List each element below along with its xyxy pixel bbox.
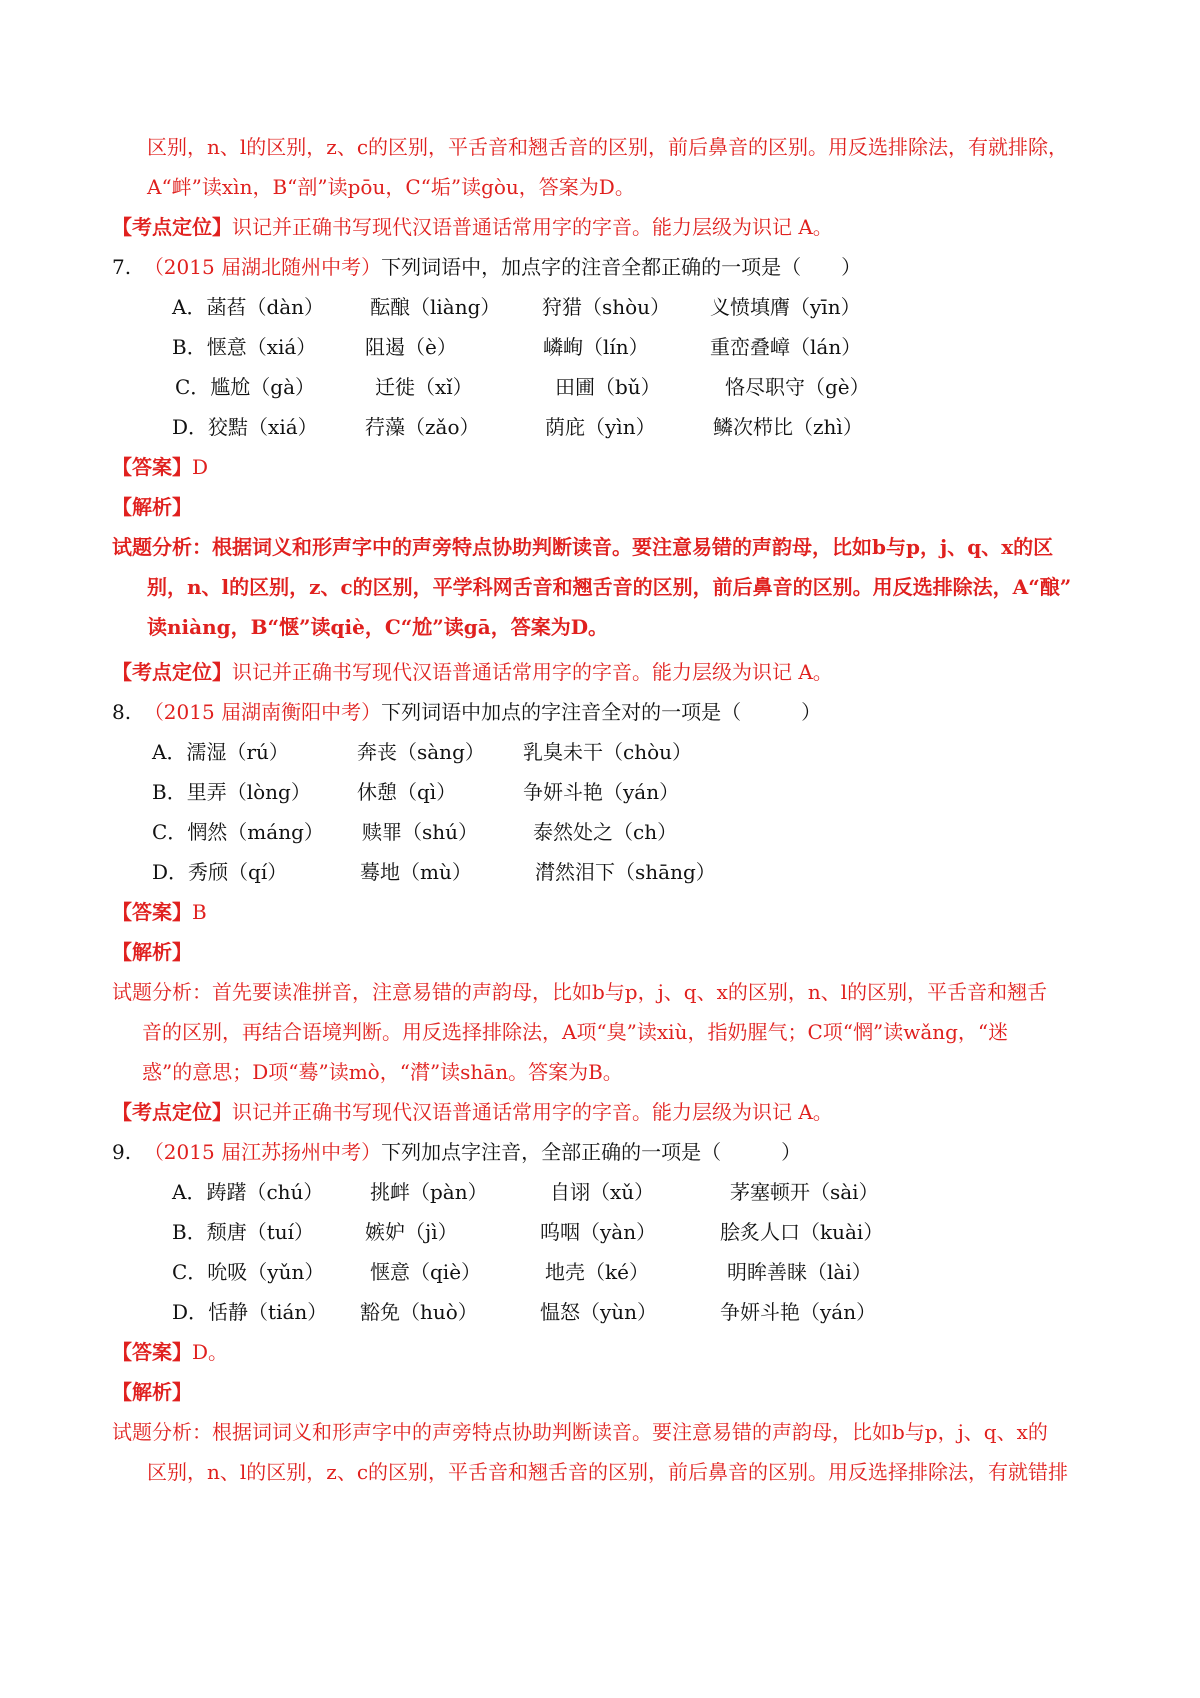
question-number: 9. <box>112 1140 132 1164</box>
option-b-word4: 重峦叠嶂（lán） <box>710 335 862 359</box>
analysis-text: 读niàng，B“惬”读qiè，C“尬”读gā，答案为D。 <box>147 615 609 639</box>
analysis-text: 区别，n、l的区别，z、c的区别，平舌音和翘舌音的区别，前后鼻音的区别。用反选排除法，有就排除， <box>147 135 1069 159</box>
option-d: D．狡黠（xiá） <box>172 415 318 439</box>
answer-line <box>112 455 208 479</box>
question-source: （2015 届湖南衡阳中考） <box>143 700 382 724</box>
analysis-text: 试题分析：根据词义和形声字中的声旁特点协助判断读音。要注意易错的声韵母，比如b与p，j、q、x的区 <box>112 535 1054 559</box>
option-b: B．惬意（xiá） <box>172 335 317 359</box>
analysis-tag: 【解析】 <box>112 940 192 964</box>
option-c-word3: 地壳（ké） <box>545 1260 649 1284</box>
option-d-word2: 蓦地（mù） <box>360 860 472 884</box>
option-d-word3: 潸然泪下（shāng） <box>535 860 716 884</box>
analysis-text: A“衅”读xìn，B“剖”读pōu，C“垢”读gòu，答案为D。 <box>147 175 635 199</box>
answer-tag: 【答案】 <box>112 1340 192 1364</box>
option-b-word4: 脍炙人口（kuài） <box>720 1220 884 1244</box>
option-a: A．菡萏（dàn） <box>172 295 325 319</box>
analysis-text: 音的区别，再结合语境判断。用反选择排除法，A项“臭”读xiù，指奶腥气；C项“惘”读wǎng，“迷 <box>142 1020 1009 1044</box>
option-a-word3: 自诩（xǔ） <box>550 1180 655 1204</box>
option-d-word4: 争妍斗艳（yán） <box>720 1300 877 1324</box>
option-a-word3: 乳臭未干（chòu） <box>523 740 693 764</box>
option-b: B．里弄（lòng） <box>152 780 311 804</box>
option-c-word2: 赎罪（shú） <box>362 820 479 844</box>
option-b-word3: 嶙峋（lín） <box>543 335 649 359</box>
option-b-word3: 呜咽（yàn） <box>540 1220 657 1244</box>
question-text: 下列词语中加点的字注音全对的一项是（ ） <box>381 700 822 724</box>
option-d-word3: 荫庇（yìn） <box>545 415 656 439</box>
kaodian-tag: 【考点定位】 <box>112 660 232 684</box>
option-b-word3: 争妍斗艳（yán） <box>523 780 680 804</box>
option-d-word2: 荇藻（zǎo） <box>365 415 480 439</box>
option-a-word3: 狩猎（shòu） <box>542 295 671 319</box>
option-b-word2: 休憩（qì） <box>357 780 457 804</box>
analysis-text: 试题分析：首先要读准拼音，注意易错的声韵母，比如b与p，j、q、x的区别，n、l的区别，平舌音和翘舌 <box>112 980 1048 1004</box>
option-a-word2: 奔丧（sàng） <box>357 740 485 764</box>
question-stem <box>112 255 861 279</box>
analysis-text: 区别，n、l的区别，z、c的区别，平舌音和翘舌音的区别，前后鼻音的区别。用反选择排除法，有就错排 <box>147 1460 1069 1484</box>
question-source: （2015 届江苏扬州中考） <box>143 1140 382 1164</box>
kaodian-line <box>112 1100 833 1124</box>
option-c-word3: 田圃（bǔ） <box>555 375 661 399</box>
option-d-word3: 愠怒（yùn） <box>540 1300 658 1324</box>
question-stem <box>112 700 821 724</box>
option-d-word4: 鳞次栉比（zhì） <box>713 415 863 439</box>
option-c-word4: 恪尽职守（gè） <box>725 375 870 399</box>
answer-value: B <box>192 900 207 924</box>
option-c-word2: 惬意（qiè） <box>370 1260 482 1284</box>
option-a: A．濡湿（rú） <box>152 740 289 764</box>
option-c: C．尴尬（gà） <box>175 375 316 399</box>
option-a-word2: 酝酿（liàng） <box>370 295 501 319</box>
answer-line <box>112 900 207 924</box>
kaodian-tag: 【考点定位】 <box>112 215 232 239</box>
option-c-word3: 泰然处之（ch） <box>533 820 678 844</box>
answer-value: D <box>192 455 209 479</box>
option-d: D．秀颀（qí） <box>152 860 288 884</box>
analysis-text: 惑”的意思；D项“蓦”读mò，“潸”读shān。答案为B。 <box>142 1060 623 1084</box>
answer-tag: 【答案】 <box>112 900 192 924</box>
kaodian-line <box>112 215 833 239</box>
question-number: 7. <box>112 255 132 279</box>
kaodian-text: 识记并正确书写现代汉语普通话常用字的字音。能力层级为识记 A。 <box>232 1100 833 1124</box>
option-a-word4: 义愤填膺（yīn） <box>710 295 861 319</box>
option-d: D．恬静（tián） <box>172 1300 328 1324</box>
option-c: C．惘然（máng） <box>152 820 324 844</box>
kaodian-text: 识记并正确书写现代汉语普通话常用字的字音。能力层级为识记 A。 <box>232 660 833 684</box>
option-a: A．踌躇（chú） <box>172 1180 324 1204</box>
kaodian-text: 识记并正确书写现代汉语普通话常用字的字音。能力层级为识记 A。 <box>232 215 833 239</box>
option-c: C．吮吸（yǔn） <box>172 1260 325 1284</box>
analysis-tag: 【解析】 <box>112 495 192 519</box>
option-a-word2: 挑衅（pàn） <box>370 1180 488 1204</box>
answer-value: D。 <box>192 1340 229 1364</box>
analysis-text: 别，n、l的区别，z、c的区别，平学科网舌音和翘舌音的区别，前后鼻音的区别。用反选排除法，A“酿” <box>147 575 1072 599</box>
analysis-tag: 【解析】 <box>112 1380 192 1404</box>
question-text: 下列词语中，加点字的注音全都正确的一项是（ ） <box>381 255 862 279</box>
option-c-word4: 明眸善睐（lài） <box>727 1260 872 1284</box>
question-stem <box>112 1140 801 1164</box>
option-b: B．颓唐（tuí） <box>172 1220 315 1244</box>
option-a-word4: 茅塞顿开（sài） <box>730 1180 879 1204</box>
answer-line <box>112 1340 228 1364</box>
option-b-word2: 阻遏（è） <box>365 335 457 359</box>
option-d-word2: 豁免（huò） <box>360 1300 478 1324</box>
question-number: 8. <box>112 700 132 724</box>
kaodian-tag: 【考点定位】 <box>112 1100 232 1124</box>
kaodian-line <box>112 660 833 684</box>
option-b-word2: 嫉妒（jì） <box>365 1220 458 1244</box>
option-c-word2: 迁徙（xǐ） <box>375 375 473 399</box>
analysis-text: 试题分析：根据词词义和形声字中的声旁特点协助判断读音。要注意易错的声韵母，比如b与p，j、q、x的 <box>112 1420 1048 1444</box>
question-text: 下列加点字注音，全部正确的一项是（ ） <box>381 1140 802 1164</box>
question-source: （2015 届湖北随州中考） <box>143 255 382 279</box>
answer-tag: 【答案】 <box>112 455 192 479</box>
